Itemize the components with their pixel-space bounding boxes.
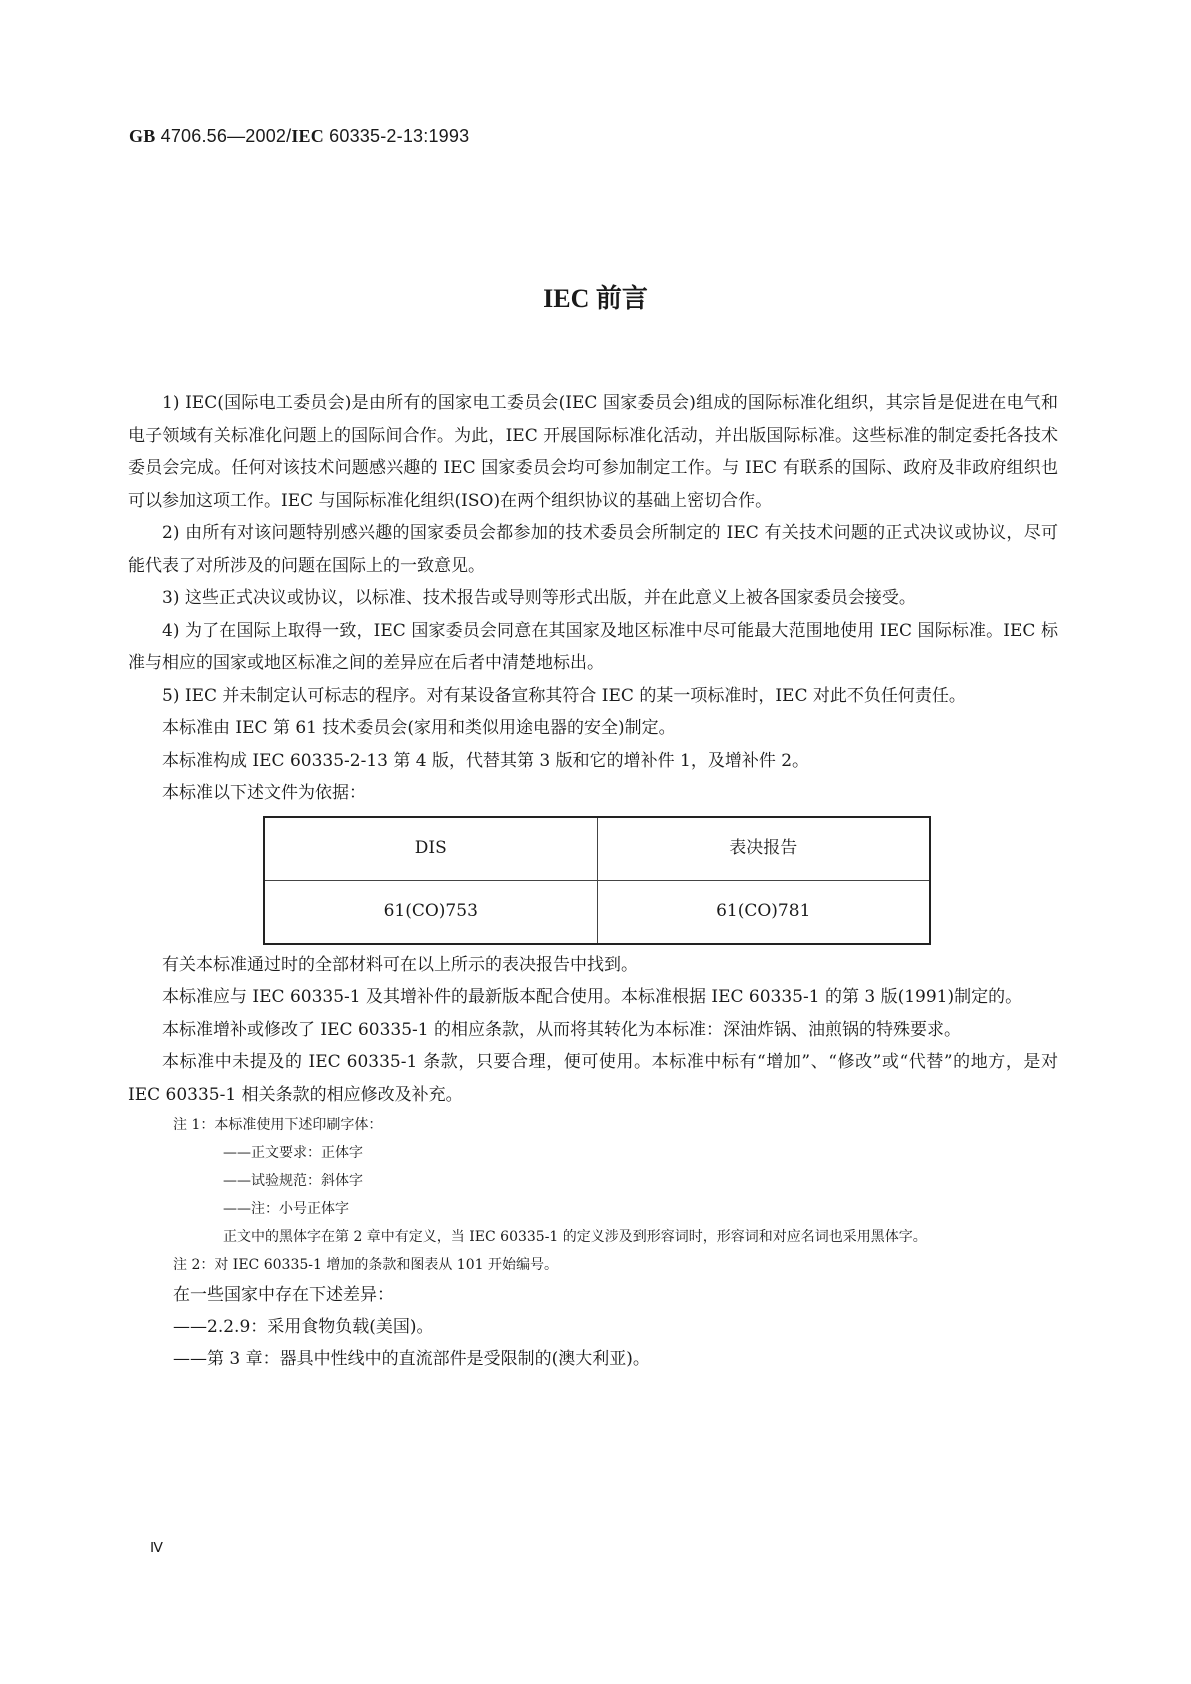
note-1-item: ——注：小号正体字 bbox=[223, 1201, 349, 1217]
table-cell-voting-report: 61(CO)781 bbox=[597, 880, 930, 944]
paragraph-5: 5) IEC 并未制定认可标志的程序。对有某设备宣称其符合 IEC 的某一项标准时，IEC 对此不负任何责任。 bbox=[162, 685, 966, 706]
note-2: 注 2：对 IEC 60335-1 增加的条款和图表从 101 开始编号。 bbox=[173, 1257, 558, 1273]
gb-number: 4706.56—2002/ bbox=[155, 126, 292, 146]
difference-item: ——第 3 章：器具中性线中的直流部件是受限制的(澳大利亚)。 bbox=[173, 1349, 650, 1369]
paragraph-edition: 本标准构成 IEC 60335-2-13 第 4 版，代替其第 3 版和它的增补件 1，及增补件 2。 bbox=[162, 750, 810, 771]
reference-table bbox=[263, 816, 931, 945]
note-1-item: ——正文要求：正体字 bbox=[223, 1145, 363, 1161]
difference-item: ——2.2.9：采用食物负载(美国)。 bbox=[173, 1317, 434, 1337]
paragraph-2: 2) 由所有对该问题特别感兴趣的国家委员会都参加的技术委员会所制定的 IEC 有关技术问题的正式决议或协议，尽可能代表了对所涉及的问题在国际上的一致意见。 bbox=[128, 523, 1058, 576]
table-row bbox=[264, 880, 930, 944]
table-header-dis: DIS bbox=[264, 817, 597, 881]
paragraph-4: 4) 为了在国际上取得一致，IEC 国家委员会同意在其国家及地区标准中尽可能最大范围地使用 IEC 国际标准。IEC 标准与相应的国家或地区标准之间的差异应在后者中清楚地标出。 bbox=[128, 620, 1058, 673]
gb-prefix: GB bbox=[129, 126, 156, 146]
iec-number: 60335-2-13:1993 bbox=[323, 126, 470, 146]
note-1-label: 注 1：本标准使用下述印刷字体： bbox=[173, 1117, 383, 1133]
paragraph-committee: 本标准由 IEC 第 61 技术委员会(家用和类似用途电器的安全)制定。 bbox=[162, 718, 676, 738]
paragraph-usage: 本标准应与 IEC 60335-1 及其增补件的最新版本配合使用。本标准根据 IEC 60335-1 的第 3 版(1991)制定的。 bbox=[162, 987, 1023, 1007]
document-header bbox=[129, 126, 469, 147]
differences-intro: 在一些国家中存在下述差异： bbox=[173, 1285, 394, 1305]
note-1-item: ——试验规范：斜体字 bbox=[223, 1173, 363, 1189]
paragraph-basis: 本标准以下述文件为依据： bbox=[162, 783, 366, 803]
table-header-voting-report: 表决报告 bbox=[597, 817, 930, 881]
note-1-continuation: 正文中的黑体字在第 2 章中有定义，当 IEC 60335-1 的定义涉及到形容词时，形容词和对应名词也采用黑体字。 bbox=[223, 1229, 927, 1245]
paragraph-unmentioned: 本标准中未提及的 IEC 60335-1 条款，只要合理，便可使用。本标准中标有“增加”、“修改”或“代替”的地方，是对 IEC 60335-1 相关条款的相应修改及补充。 bbox=[128, 1052, 1058, 1105]
table-cell-dis: 61(CO)753 bbox=[264, 880, 597, 944]
paragraph-3: 3) 这些正式决议或协议，以标准、技术报告或导则等形式出版，并在此意义上被各国家委员会接受。 bbox=[162, 588, 916, 608]
page-title: IEC 前言 bbox=[543, 284, 648, 313]
document-body bbox=[128, 387, 1058, 1375]
table-header-row bbox=[264, 817, 930, 881]
page-number: Ⅳ bbox=[150, 1541, 163, 1556]
paragraph-supplement: 本标准增补或修改了 IEC 60335-1 的相应条款，从而将其转化为本标准：深油炸锅、油煎锅的特殊要求。 bbox=[162, 1019, 961, 1040]
iec-prefix: IEC bbox=[291, 126, 324, 146]
paragraph-1: 1) IEC(国际电工委员会)是由所有的国家电工委员会(IEC 国家委员会)组成的国际标准化组织，其宗旨是促进在电气和电子领域有关标准化问题上的国际间合作。为此，IEC 开展国际标准化活动，并出版国际标准。这些标准的制定委托各技术委员会完成。任何对该技术问题感兴趣的 IEC 国家委员会均可参加制定工作。与 IEC 有联系的国际、政府及非政府组织也可以参加这项工作。IEC 与国际标准化组织(ISO)在两个组织协议的基础上密切合作。 bbox=[128, 393, 1058, 511]
paragraph-materials: 有关本标准通过时的全部材料可在以上所示的表决报告中找到。 bbox=[162, 954, 638, 975]
